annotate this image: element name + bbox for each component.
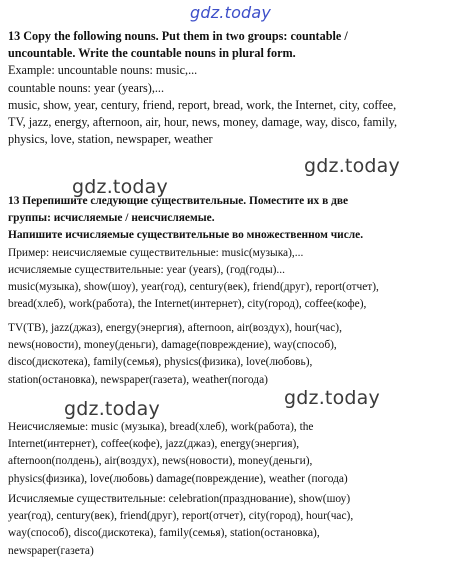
answer-line: year(год), century(век), friend(друг), report(отчет), city(город), hour(час), [8, 510, 354, 523]
answer-line: way(способ), disco(дискотека), family(семья), station(остановка), [8, 527, 320, 540]
task-title: 13 Перепишите следующие существительные. Поместите их в две [8, 195, 349, 207]
word-list: physics, love, station, newspaper, weather [8, 132, 213, 147]
answer-line: Исчисляемые существительные: celebration(празднование), show(шоу) [8, 493, 351, 505]
translation-continued [8, 320, 458, 389]
word-list: bread(хлеб), work(работа), the Internet(интернет), city(город), coffee(кофе), [8, 298, 367, 311]
answer-line: afternoon(полдень), air(воздух), news(новости), money(деньги), [8, 455, 313, 468]
answer-line: newspaper(газета) [8, 544, 94, 557]
word-list: station(остановка), newspaper(газета), weather(погода) [8, 373, 268, 386]
watermark: gdz.today [190, 3, 272, 22]
watermark: gdz.today [304, 155, 400, 177]
task-russian [8, 193, 458, 313]
task-example: исчисляемые существительные: year (years), (год(годы)... [8, 263, 285, 276]
watermark: gdz.today [64, 398, 160, 420]
word-list: news(новости), money(деньги), damage(повреждение), way(способ), [8, 339, 337, 352]
answer-line: Internet(интернет), coffee(кофе), jazz(джаз), energy(энергия), [8, 438, 300, 451]
task-title: 13 Copy the following nouns. Put them in two groups: countable / [8, 29, 348, 43]
task-title: uncountable. Write the countable nouns in plural form. [8, 46, 296, 61]
task-example: countable nouns: year (years),... [8, 80, 165, 95]
word-list: music(музыка), show(шоу), year(год), century(век), friend(друг), report(отчет), [8, 281, 379, 294]
answer-line: Неисчисляемые: music (музыка), bread(хлеб), work(работа), the [8, 421, 314, 433]
task-title: группы: исчисляемые / неисчисляемые. [8, 212, 215, 225]
answer-uncountable [8, 419, 458, 488]
word-list: TV(ТВ), jazz(джаз), energy(энергия), afternoon, air(воздух), hour(час), [8, 322, 342, 334]
word-list: TV, jazz, energy, afternoon, air, hour, news, money, damage, way, disco, family, [8, 115, 398, 130]
watermark: gdz.today [284, 387, 380, 409]
answer-line: physics(физика), love(любовь) damage(повреждение), weather (погода) [8, 472, 348, 485]
watermark: gdz.today [72, 176, 168, 198]
task-title: Напишите исчисляемые существительные во множественном числе. [8, 229, 364, 242]
word-list: disco(дискотека), family(семья), physics(физика), love(любовь), [8, 356, 313, 369]
answer-countable [8, 491, 458, 560]
task-example: Пример: неисчисляемые существительные: music(музыка),... [8, 246, 304, 259]
word-list: music, show, year, century, friend, report, bread, work, the Internet, city, coffee, [8, 97, 397, 112]
task-example: Example: uncountable nouns: music,... [8, 63, 198, 78]
task-english [8, 28, 458, 148]
